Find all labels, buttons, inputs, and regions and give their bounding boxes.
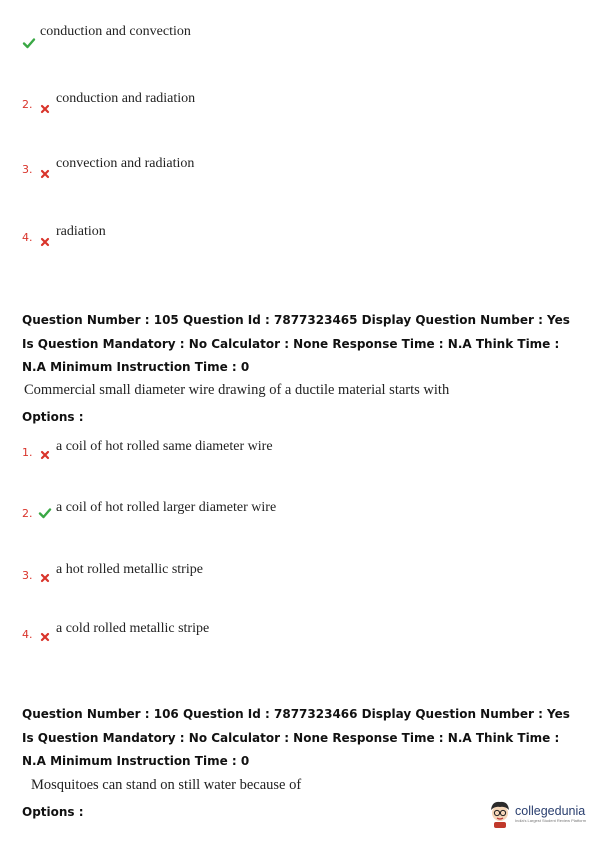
cross-icon (38, 570, 52, 584)
cross-icon (38, 447, 52, 461)
option-text: a coil of hot rolled same diameter wire (56, 439, 273, 454)
option-number: 2. (22, 98, 33, 111)
option-wrong (22, 621, 209, 643)
cross-icon (38, 234, 52, 248)
collegedunia-logo (488, 798, 586, 828)
check-icon (22, 36, 36, 50)
question-text: Commercial small diameter wire drawing of a ductile material starts with (24, 382, 450, 398)
option-number: 4. (22, 231, 33, 244)
question-header: Question Number : 106 Question Id : 7877323466 Display Question Number : Yes Is Question Mandatory : No Calculator : None Response Time : N.A Think Time : N.A Minimum Instruction Time : 0 (22, 707, 570, 768)
option-text: a cold rolled metallic stripe (56, 621, 210, 636)
option-wrong (22, 439, 273, 461)
option-text: a hot rolled metallic stripe (56, 562, 203, 577)
option-wrong (22, 91, 195, 115)
cross-icon (38, 629, 52, 643)
option-text: convection and radiation (56, 156, 195, 171)
mascot-icon (488, 798, 512, 828)
logo-name: collegedunia (515, 803, 586, 818)
cross-icon (38, 166, 52, 180)
question-text: Mosquitoes can stand on still water because of (31, 777, 302, 793)
option-text: radiation (56, 224, 106, 239)
option-wrong (22, 224, 106, 248)
option-correct (22, 500, 276, 520)
option-text: conduction and convection (40, 24, 191, 39)
question-header: Question Number : 105 Question Id : 7877323465 Display Question Number : Yes Is Question Mandatory : No Calculator : None Response Time : N.A Think Time : N.A Minimum Instruction Time : 0 (22, 313, 570, 374)
option-wrong (22, 562, 203, 584)
option-number: 4. (22, 628, 33, 641)
option-text: a coil of hot rolled larger diameter wire (56, 500, 277, 515)
cross-icon (38, 101, 52, 115)
option-text: conduction and radiation (56, 91, 196, 106)
logo-tagline: India's Largest Student Review Platform (515, 817, 587, 823)
option-number: 1. (22, 446, 33, 459)
option-number: 3. (22, 569, 33, 582)
option-number: 2. (22, 507, 33, 520)
option-correct (22, 24, 191, 50)
option-wrong (22, 156, 194, 180)
options-label: Options : (22, 410, 84, 424)
check-icon (38, 506, 52, 520)
option-number: 3. (22, 163, 33, 176)
options-label: Options : (22, 805, 84, 819)
